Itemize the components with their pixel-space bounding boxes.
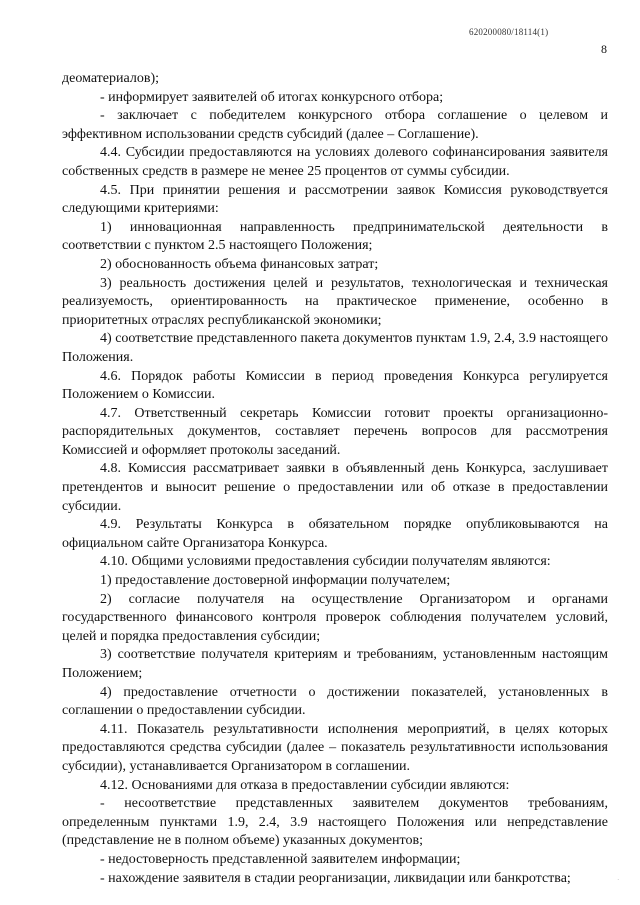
paragraph: 3) соответствие получателя критериям и требованиям, установленным настоящим Положением; bbox=[62, 647, 608, 681]
paragraph: - нахождение заявителя в стадии реорганизации, ликвидации или банкротства; bbox=[100, 870, 571, 886]
paragraph: 4.4. Субсидии предоставляются на условиях долевого софинансирования заявителя собственных средств в размере не менее 25 процентов от суммы субсидии. bbox=[62, 145, 608, 179]
paragraph: 4.8. Комиссия рассматривает заявки в объявленный день Конкурса, заслушивает претендентов и выносит решение о предоставлении или об отказе в предоставлении субсидии. bbox=[62, 461, 608, 514]
document-code: 620200080/18114(1) bbox=[469, 27, 549, 37]
paragraph: - несоответствие представленных заявителем документов требованиям, определенным пунктами 1.9, 2.4, 3.9 настоящего Положения или непредставление (представление не в полном объеме) указанных документов; bbox=[62, 796, 608, 849]
paragraph: 4.11. Показатель результативности исполнения мероприятий, в целях которых предоставляются средства субсидии (далее – показатель результативности использования субсидии), устанавливается Организатором в соглашении. bbox=[62, 721, 608, 774]
document-body bbox=[62, 70, 608, 888]
paragraph: 2) согласие получателя на осуществление Организатором и органами государственного финансового контроля проверок соблюдения получателем условий, целей и порядка предоставления субсидии; bbox=[62, 591, 608, 644]
paragraph: - заключает с победителем конкурсного отбора соглашение о целевом и эффективном использовании средств субсидий (далее – Соглашение). bbox=[62, 108, 608, 142]
paragraph: 4.9. Результаты Конкурса в обязательном порядке опубликовываются на официальном сайте Организатора Конкурса. bbox=[62, 517, 608, 551]
paragraph: 4.6. Порядок работы Комиссии в период проведения Конкурса регулируется Положением о Комиссии. bbox=[62, 368, 608, 403]
paragraph: 4.12. Основаниями для отказа в предоставлении субсидии являются: bbox=[100, 777, 510, 793]
paragraph: 4.7. Ответственный секретарь Комиссии готовит проекты организационно-распорядительных документов, составляет перечень вопросов для рассмотрения Комиссией и оформляет протоколы заседаний. bbox=[62, 405, 608, 458]
paragraph: 4) соответствие представленного пакета документов пунктам 1.9, 2.4, 3.9 настоящего Положения. bbox=[62, 331, 608, 365]
paragraph: - информирует заявителей об итогах конкурсного отбора; bbox=[100, 89, 444, 105]
page-number: 8 bbox=[601, 42, 607, 56]
paragraph: 1) предоставление достоверной информации получателем; bbox=[100, 573, 451, 589]
paragraph: 4.5. При принятии решения и рассмотрении заявок Комиссия руководствуется следующими критериями: bbox=[62, 182, 608, 217]
paragraph: деоматериалов); bbox=[62, 71, 159, 86]
paragraph: 1) инновационная направленность предпринимательской деятельности в соответствии с пунктом 2.5 настоящего Положения; bbox=[62, 219, 608, 254]
paragraph: - недостоверность представленной заявителем информации; bbox=[100, 851, 461, 867]
paragraph: 4.10. Общими условиями предоставления субсидии получателям являются: bbox=[100, 554, 551, 570]
paragraph: 2) обоснованность объема финансовых затрат; bbox=[100, 256, 379, 272]
paragraph: 4) предоставление отчетности о достижении показателей, установленных в соглашении о предоставлении субсидии. bbox=[62, 684, 608, 719]
paragraph: 3) реальность достижения целей и результатов, технологическая и техническая реализуемость, ориентированность на практическое применение, особенно в приоритетных отраслях республиканской экономики; bbox=[62, 275, 608, 328]
scan-artifact: ˙ bbox=[617, 878, 620, 886]
